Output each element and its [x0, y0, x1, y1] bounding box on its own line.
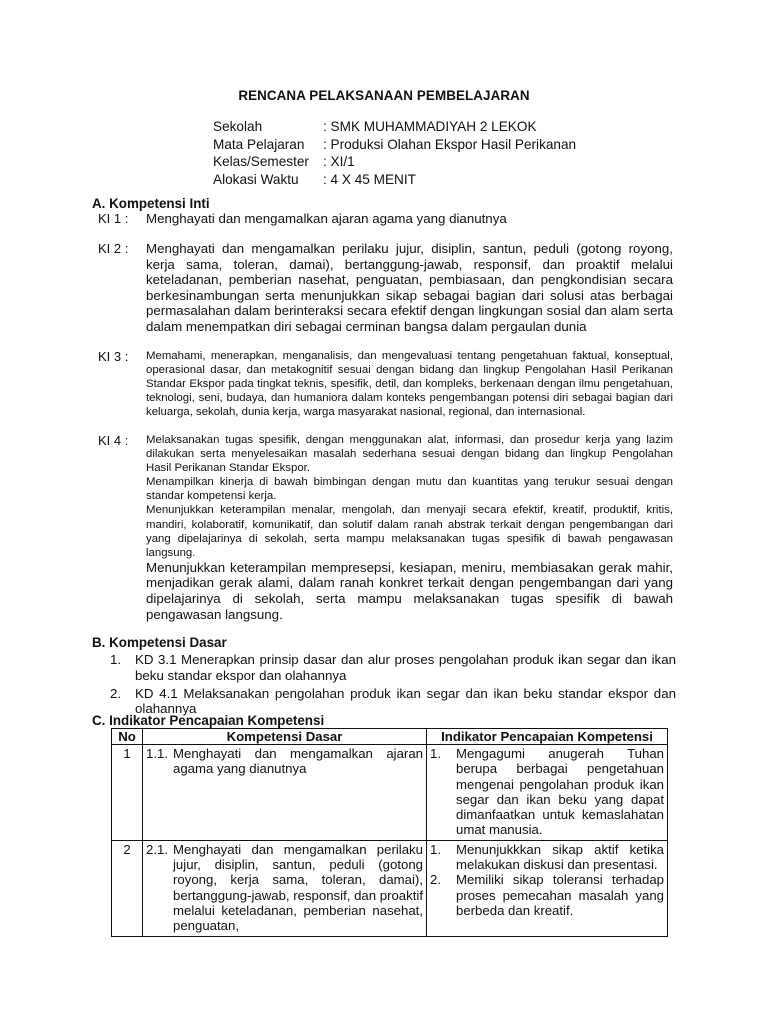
kd-text: Menghayati dan mengamalkan ajaran agama yang dianutnya	[173, 746, 423, 777]
ki-paragraph: Menunjukkan keterampilan menalar, mengolah, dan menyaji secara efektif, kreatif, produktif, kritis, mandiri, kolaboratif, komunikatif, dan solutif dalam ranah abstrak terkait dengan pengembangan dari yang dipelajarinya di sekolah, serta mampu melaksanakan tugas spesifik di bawah pengawasan langsung.	[146, 504, 673, 559]
ki-body	[146, 211, 673, 227]
identity-value: : Produksi Olahan Ekspor Hasil Perikanan	[323, 136, 577, 152]
column-header-indikator: Indikator Pencapaian Kompetensi	[427, 729, 668, 745]
ki-number: KI 1 :	[98, 211, 129, 226]
indicator-text: Mengagumi anugerah Tuhan berupa berbagai pengetahuan mengenai pengolahan produk ikan segar dan ikan beku yang dapat dimanfaatkan untuk kemaslahatan umat manusia.	[456, 746, 664, 838]
identity-key: Kelas/Semester	[213, 154, 309, 169]
indicator-number: 2.	[430, 872, 441, 888]
kd-text: Menghayati dan mengamalkan perilaku jujur, disiplin, santun, peduli (gotong royong, kerja sama, toleran, damai), bertanggung-jawab, responsif, dan proaktif melalui keteladanan, pemberian nasehat, penguatan,	[173, 841, 423, 934]
indicator-item	[430, 842, 664, 873]
ki-body	[146, 241, 673, 335]
identity-value: : XI/1	[323, 154, 355, 169]
ki-paragraph: Menghayati dan mengamalkan ajaran agama yang dianutnya	[146, 211, 507, 226]
ki-paragraph: Menghayati dan mengamalkan perilaku jujur, disiplin, santun, peduli (gotong royong, kerja sama, toleran, damai), bertanggung-jawab, responsif, dan proaktif melalui keteladanan, pemberian nasehat, penguatan, pembiasaan, dan pengkondisian secara berkesinambungan serta menunjukkan sikap sebagai bagian dari solusi atas berbagai permasalahan dalam berinteraksi secara efektif dengan lingkungan sosial dan alam serta dalam menempatkan diri sebagai cerminan bangsa dalam pergaulan dunia	[146, 241, 673, 334]
identity-key: Sekolah	[213, 119, 263, 134]
table-row	[112, 840, 668, 936]
ki-paragraph: Menampilkan kinerja di bawah bimbingan dengan mutu dan kuantitas yang terukur sesuai dengan standar kompetensi kerja.	[146, 476, 673, 503]
indicator-number: 1.	[430, 841, 441, 857]
table-header-row	[112, 729, 668, 745]
identity-block	[213, 118, 576, 188]
identity-value: : SMK MUHAMMADIYAH 2 LEKOK	[323, 119, 537, 134]
section-c-heading: C. Indikator Pencapaian Kompetensi	[92, 713, 325, 728]
kd-cell	[143, 745, 427, 841]
kd-list	[108, 652, 676, 719]
indicator-item	[430, 746, 664, 838]
identity-key: Alokasi Waktu	[213, 171, 299, 187]
identity-row-mata-pelajaran	[213, 136, 576, 154]
indicator-cell	[427, 745, 668, 841]
kd-item-number: 1.	[110, 652, 122, 667]
kd-code: 2.1.	[146, 841, 168, 857]
kd-code: 1.1.	[146, 746, 168, 761]
kd-item	[108, 652, 676, 684]
column-header-no: No	[112, 729, 143, 745]
ki-number: KI 2 :	[98, 241, 129, 256]
ki-paragraph: Memahami, menerapkan, menganalisis, dan mengevaluasi tentang pengetahuan faktual, konseptual, operasional dasar, dan metakognitif sesuai dengan bidang dan lingkup Pengolahan Hasil Perikanan Standar Ekspor pada tingkat teknis, spesifik, detil, dan kompleks, berkenaan dengan ilmu pengetahuan, teknologi, seni, budaya, dan humaniora dalam konteks pengembangan potensi diri sebagai bagian dari keluarga, sekolah, dunia kerja, warga masyarakat nasional, regional, dan internasional.	[146, 350, 673, 419]
column-header-kompetensi-dasar: Kompetensi Dasar	[143, 729, 427, 745]
identity-row-kelas-semester	[213, 153, 576, 171]
section-b-heading: B. Kompetensi Dasar	[92, 635, 227, 650]
identity-row-sekolah	[213, 118, 576, 136]
document-title: RENCANA PELAKSANAAN PEMBELAJARAN	[238, 88, 530, 103]
kd-item-text: KD 3.1 Menerapkan prinsip dasar dan alur proses pengolahan produk ikan segar dan ikan beku standar ekspor dan olahannya	[135, 652, 676, 683]
kd-item-number: 2.	[110, 685, 122, 701]
ki-paragraph: Melaksanakan tugas spesifik, dengan menggunakan alat, informasi, dan prosedur kerja yang lazim dilakukan serta menyelesaikan masalah sederhana sesuai dengan bidang dan lingkup Pengolahan Hasil Perikanan Standar Ekspor.	[146, 434, 673, 475]
table-row	[112, 745, 668, 841]
indicator-item	[430, 872, 664, 918]
identity-row-alokasi-waktu	[213, 171, 576, 189]
kd-cell	[143, 840, 427, 936]
indicator-number: 1.	[430, 746, 441, 761]
indicator-table	[111, 728, 668, 937]
indicator-cell	[427, 840, 668, 936]
indicator-text: Memiliki sikap toleransi terhadap proses pemecahan masalah yang berbeda dan kreatif.	[456, 872, 664, 918]
ki-body	[146, 349, 673, 419]
ki-number: KI 4 :	[98, 433, 129, 448]
ki-paragraph: Menunjukkan keterampilan mempresepsi, kesiapan, meniru, membiasakan gerak mahir, menjadikan gerak alami, dalam ranah konkret terkait dengan pengembangan dari yang dipelajarinya di sekolah, serta mampu melaksanakan tugas spesifik di bawah pengawasan langsung.	[146, 559, 673, 622]
row-number: 1	[112, 745, 143, 841]
identity-value: : 4 X 45 MENIT	[323, 171, 416, 187]
ki-body	[146, 433, 673, 622]
kd-item-text: KD 4.1 Melaksanakan pengolahan produk ikan segar dan ikan beku standar ekspor dan olahannya	[135, 685, 676, 717]
section-a-heading: A. Kompetensi Inti	[92, 196, 210, 211]
ki-number: KI 3 :	[98, 349, 129, 364]
row-number: 2	[112, 840, 143, 936]
identity-key: Mata Pelajaran	[213, 136, 305, 152]
indicator-text: Menunjukkkan sikap aktif ketika melakukan diskusi dan presentasi.	[456, 841, 664, 873]
